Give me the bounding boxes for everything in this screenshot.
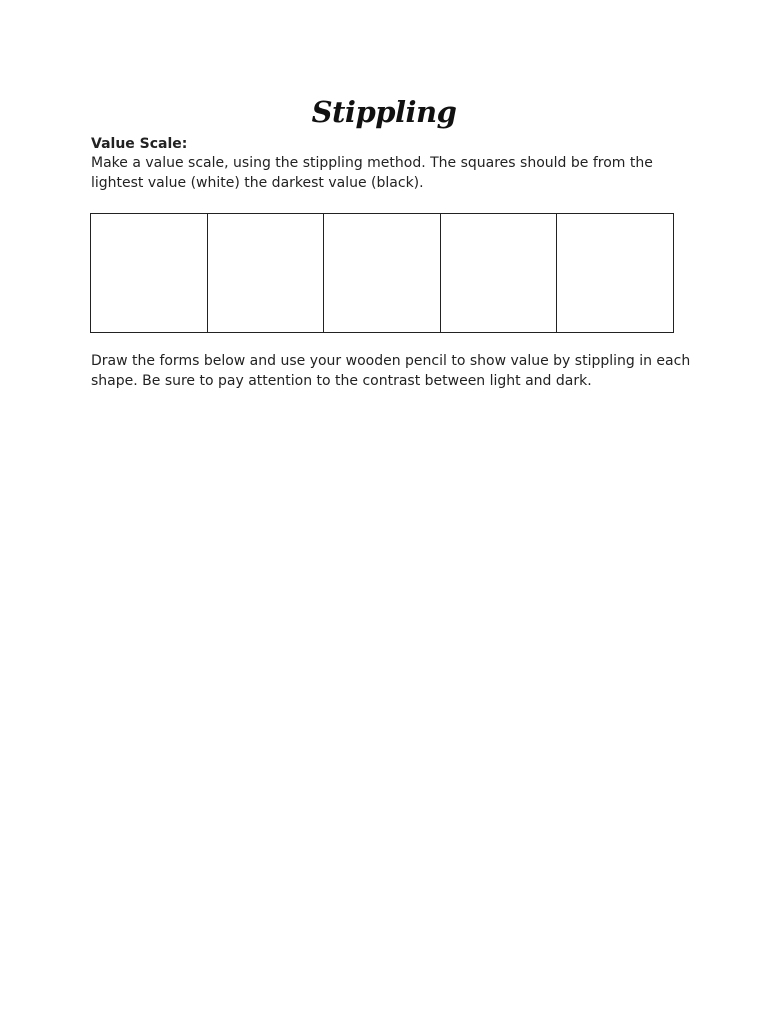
value-square-4: [441, 214, 558, 332]
value-square-1: [91, 214, 208, 332]
forms-instructions: Draw the forms below and use your wooden pencil to show value by stippling in each shape. Be sure to pay attention to the contrast between light and dark.: [91, 353, 691, 389]
value-scale-grid: [90, 213, 674, 333]
value-scale-label: Value Scale:: [91, 136, 188, 152]
value-square-5: [557, 214, 673, 332]
value-square-2: [208, 214, 325, 332]
value-square-3: [324, 214, 441, 332]
value-scale-instructions: Make a value scale, using the stippling method. The squares should be from the lightest value (white) the darkest value (black).: [91, 155, 653, 191]
page-title: Stippling: [311, 95, 457, 129]
blank-drawing-area: [91, 400, 675, 980]
